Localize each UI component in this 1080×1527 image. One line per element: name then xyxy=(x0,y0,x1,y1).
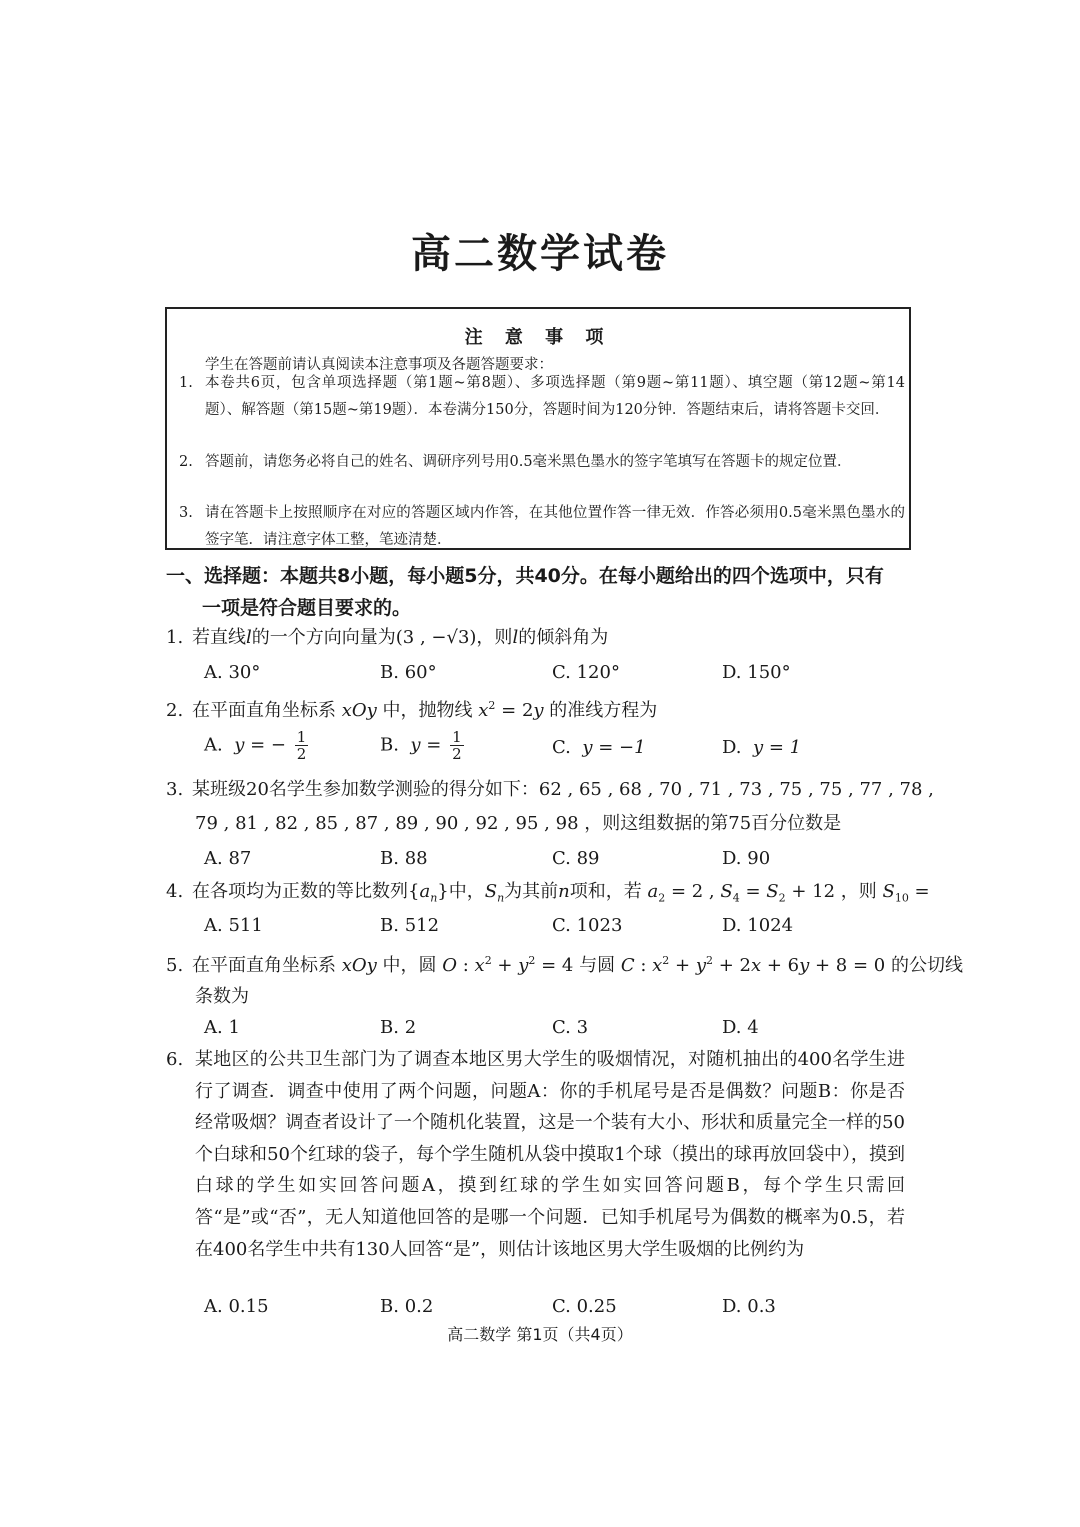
question-number: 1. xyxy=(166,627,184,648)
notice-item-number: 3. xyxy=(179,505,193,521)
page-footer: 高二数学 第1页（共4页） xyxy=(447,1325,633,1344)
option-b: B. 2 xyxy=(380,1017,417,1038)
question-4 xyxy=(166,876,930,915)
question-stem: 若直线l的一个方向向量为(3 , −√3)，则l的倾斜角为 xyxy=(192,627,609,648)
notice-box xyxy=(165,307,911,550)
question-number: 4. xyxy=(166,881,184,902)
question-5 xyxy=(166,945,963,982)
notice-intro: 学生在答题前请认真阅读本注意事项及各题答题要求： xyxy=(205,357,553,373)
option-d: D. 1024 xyxy=(722,915,794,936)
question-number: 2. xyxy=(166,700,184,721)
notice-item-text: 本卷共6页，包含单项选择题（第1题~第8题）、多项选择题（第9题~第11题）、填空题（第12题~第14题）、解答题（第15题~第19题）．本卷满分150分，答题时间为120分钟．答题结束后，请将答题卡交回． xyxy=(205,375,905,418)
question-stem: 在平面直角坐标系 xOy 中，圆 O : $x^2 + y^2 = 4$ 与圆 C : $x^2 + y^2 + 2x + 6y + 8 = 0$ 的公切线 xyxy=(192,954,963,976)
option-c: C. 3 xyxy=(552,1017,589,1038)
question-6-stem: 某地区的公共卫生部门为了调查本地区男大学生的吸烟情况，对随机抽出的400名学生进行了调查．调查中使用了两个问题，问题A：你的手机尾号是否是偶数？问题B：你是否经常吸烟？调查者设计了一个随机化装置，这是一个装有大小、形状和质量完全一样的50个白球和50个红球的袋子，每个学生随机从袋中摸取1个球（摸出的球再放回袋中），摸到白球的学生如实回答问题A，摸到红球的学生如实回答问题B，每个学生只需回答“是”或“否”，无人知道他回答的是哪一个问题．已知手机尾号为偶数的概率为0.5，若在400名学生中共有130人回答“是”，则估计该地区男大学生吸烟的比例约为 xyxy=(195,1049,905,1260)
section-heading-line1: 一、选择题：本题共8小题，每小题5分，共40分。在每小题给出的四个选项中，只有 xyxy=(166,565,884,587)
question-5-line2: 条数为 xyxy=(195,986,249,1007)
notice-item-text: 请在答题卡上按照顺序在对应的答题区域内作答，在其他位置作答一律无效．作答必须用0.5毫米黑色墨水的签字笔．请注意字体工整，笔迹清楚． xyxy=(205,505,905,548)
option-a: A. y = − $\frac{1}{2}$ xyxy=(204,728,307,763)
question-4-options xyxy=(204,915,904,945)
question-2 xyxy=(166,690,906,727)
option-a: A. 87 xyxy=(204,848,252,869)
question-3-options xyxy=(204,848,904,878)
option-c: C. y = −1 xyxy=(552,737,646,758)
option-d: D. 4 xyxy=(722,1017,759,1038)
option-a: A. 1 xyxy=(204,1017,240,1038)
option-b: B. 88 xyxy=(380,848,428,869)
notice-item-text: 答题前，请您务必将自己的姓名、调研序列号用0.5毫米黑色墨水的签字笔填写在答题卡的规定位置． xyxy=(205,454,852,470)
option-c: C. 120° xyxy=(552,662,620,683)
section-heading xyxy=(166,560,906,624)
option-b: B. 512 xyxy=(380,915,440,936)
option-c: C. 89 xyxy=(552,848,600,869)
option-d: D. 150° xyxy=(722,662,791,683)
option-c: C. 0.25 xyxy=(552,1296,617,1317)
option-b: B. 0.2 xyxy=(380,1296,434,1317)
question-3-line2: 79 , 81 , 82 , 85 , 87 , 89 , 90 , 92 , 95 , 98 ，则这组数据的第75百分位数是 xyxy=(195,813,842,834)
option-d: D. y = 1 xyxy=(722,737,802,758)
notice-item-number: 1. xyxy=(179,375,193,391)
option-d: D. 0.3 xyxy=(722,1296,776,1317)
question-stem-line1: 某班级20名学生参加数学测验的得分如下：62 , 65 , 68 , 70 , 71 , 73 , 75 , 75 , 77 , 78 , xyxy=(192,779,934,800)
option-a: A. 511 xyxy=(204,915,263,936)
question-1 xyxy=(166,622,906,654)
notice-heading: 注 意 事 项 xyxy=(464,327,612,348)
question-stem: 在平面直角坐标系 xOy 中，抛物线 $x^2 = 2y$ 的准线方程为 xyxy=(192,699,658,721)
option-d: D. 90 xyxy=(722,848,771,869)
question-3 xyxy=(166,774,934,806)
question-1-options xyxy=(204,662,904,692)
question-number: 6. xyxy=(166,1049,184,1070)
question-2-options xyxy=(204,729,904,773)
question-number: 5. xyxy=(166,955,184,976)
notice-item-number: 2. xyxy=(179,454,193,470)
exam-title: 高二数学试卷 xyxy=(411,231,669,277)
question-5-options xyxy=(204,1017,904,1047)
option-b: B. 60° xyxy=(380,662,437,683)
option-a: A. 0.15 xyxy=(204,1296,269,1317)
option-a: A. 30° xyxy=(204,662,261,683)
option-c: C. 1023 xyxy=(552,915,623,936)
section-heading-line2: 一项是符合题目要求的。 xyxy=(202,597,412,619)
question-number: 3. xyxy=(166,779,184,800)
option-b: B. y = $\frac{1}{2}$ xyxy=(380,728,462,763)
question-stem: 在各项均为正数的等比数列$\{a_n\}$中，$S_n$为其前n项和，若 $a_2 = 2$ , $S_4 = S_2 + 12$ ，则 $S_{10}$ = xyxy=(192,881,930,905)
